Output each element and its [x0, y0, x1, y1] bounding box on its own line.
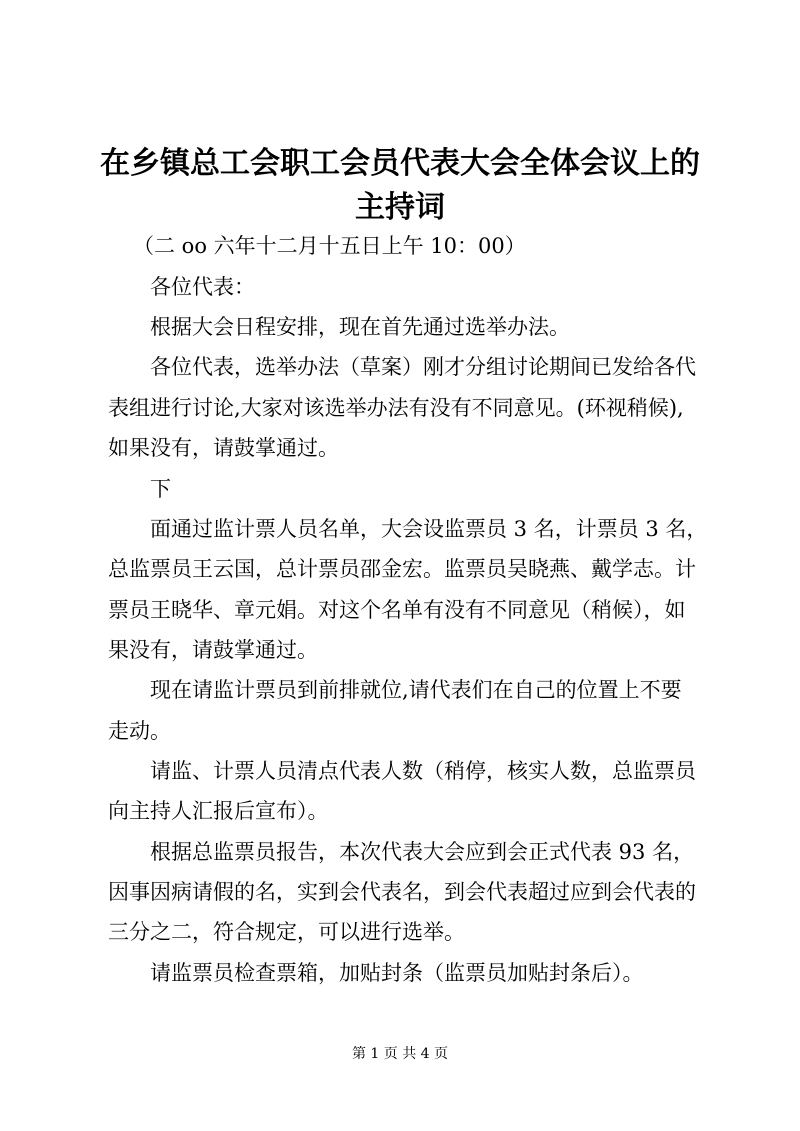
paragraph-line: 如果没有，请鼓掌通过。: [108, 436, 339, 460]
document-title-line-2: 主持词: [355, 190, 445, 225]
paragraph-line: 现在请监计票员到前排就位,请代表们在自己的位置上不要: [150, 678, 682, 702]
paragraph-line: 因事因病请假的名，实到会代表名，到会代表超过应到会代表的: [108, 880, 696, 904]
paragraph-line: 各位代表：: [150, 275, 255, 299]
document-title-line-1: 在乡镇总工会职工会员代表大会全体会议上的: [100, 146, 700, 181]
paragraph-line: 请监、计票人员清点代表人数（稍停，核实人数，总监票员: [150, 759, 696, 783]
paragraph-line: 面通过监计票人员名单，大会设监票员 3 名，计票员 3 名，: [150, 517, 708, 541]
paragraph-line: 总监票员王云国，总计票员邵金宏。监票员吴晓燕、戴学志。计: [108, 557, 696, 581]
paragraph-line: 根据总监票员报告，本次代表大会应到会正式代表 93 名，: [150, 840, 695, 864]
paragraph-line: 根据大会日程安排，现在首先通过选举办法。: [150, 315, 570, 339]
page-footer: 第 1 页 共 4 页: [351, 1046, 449, 1062]
paragraph-line: 果没有，请鼓掌通过。: [108, 638, 318, 662]
paragraph-line: 三分之二，符合规定，可以进行选举。: [108, 920, 465, 944]
paragraph-line: 表组进行讨论,大家对该选举办法有没有不同意见。(环视稍候),: [108, 396, 684, 420]
paragraph-line: 票员王晓华、章元娟。对这个名单有没有不同意见（稍候），如: [108, 598, 686, 622]
paragraph-line: 请监票员检查票箱，加贴封条（监票员加贴封条后）。: [150, 961, 644, 985]
paragraph-line: 向主持人汇报后宣布）。: [108, 799, 329, 823]
paragraph-line: 走动。: [108, 719, 171, 743]
paragraph-line: 下: [150, 477, 171, 501]
paragraph-line: 各位代表，选举办法（草案）刚才分组讨论期间已发给各代: [150, 355, 696, 379]
date-line: （二 oo 六年十二月十五日上午 10：00）: [133, 234, 526, 258]
